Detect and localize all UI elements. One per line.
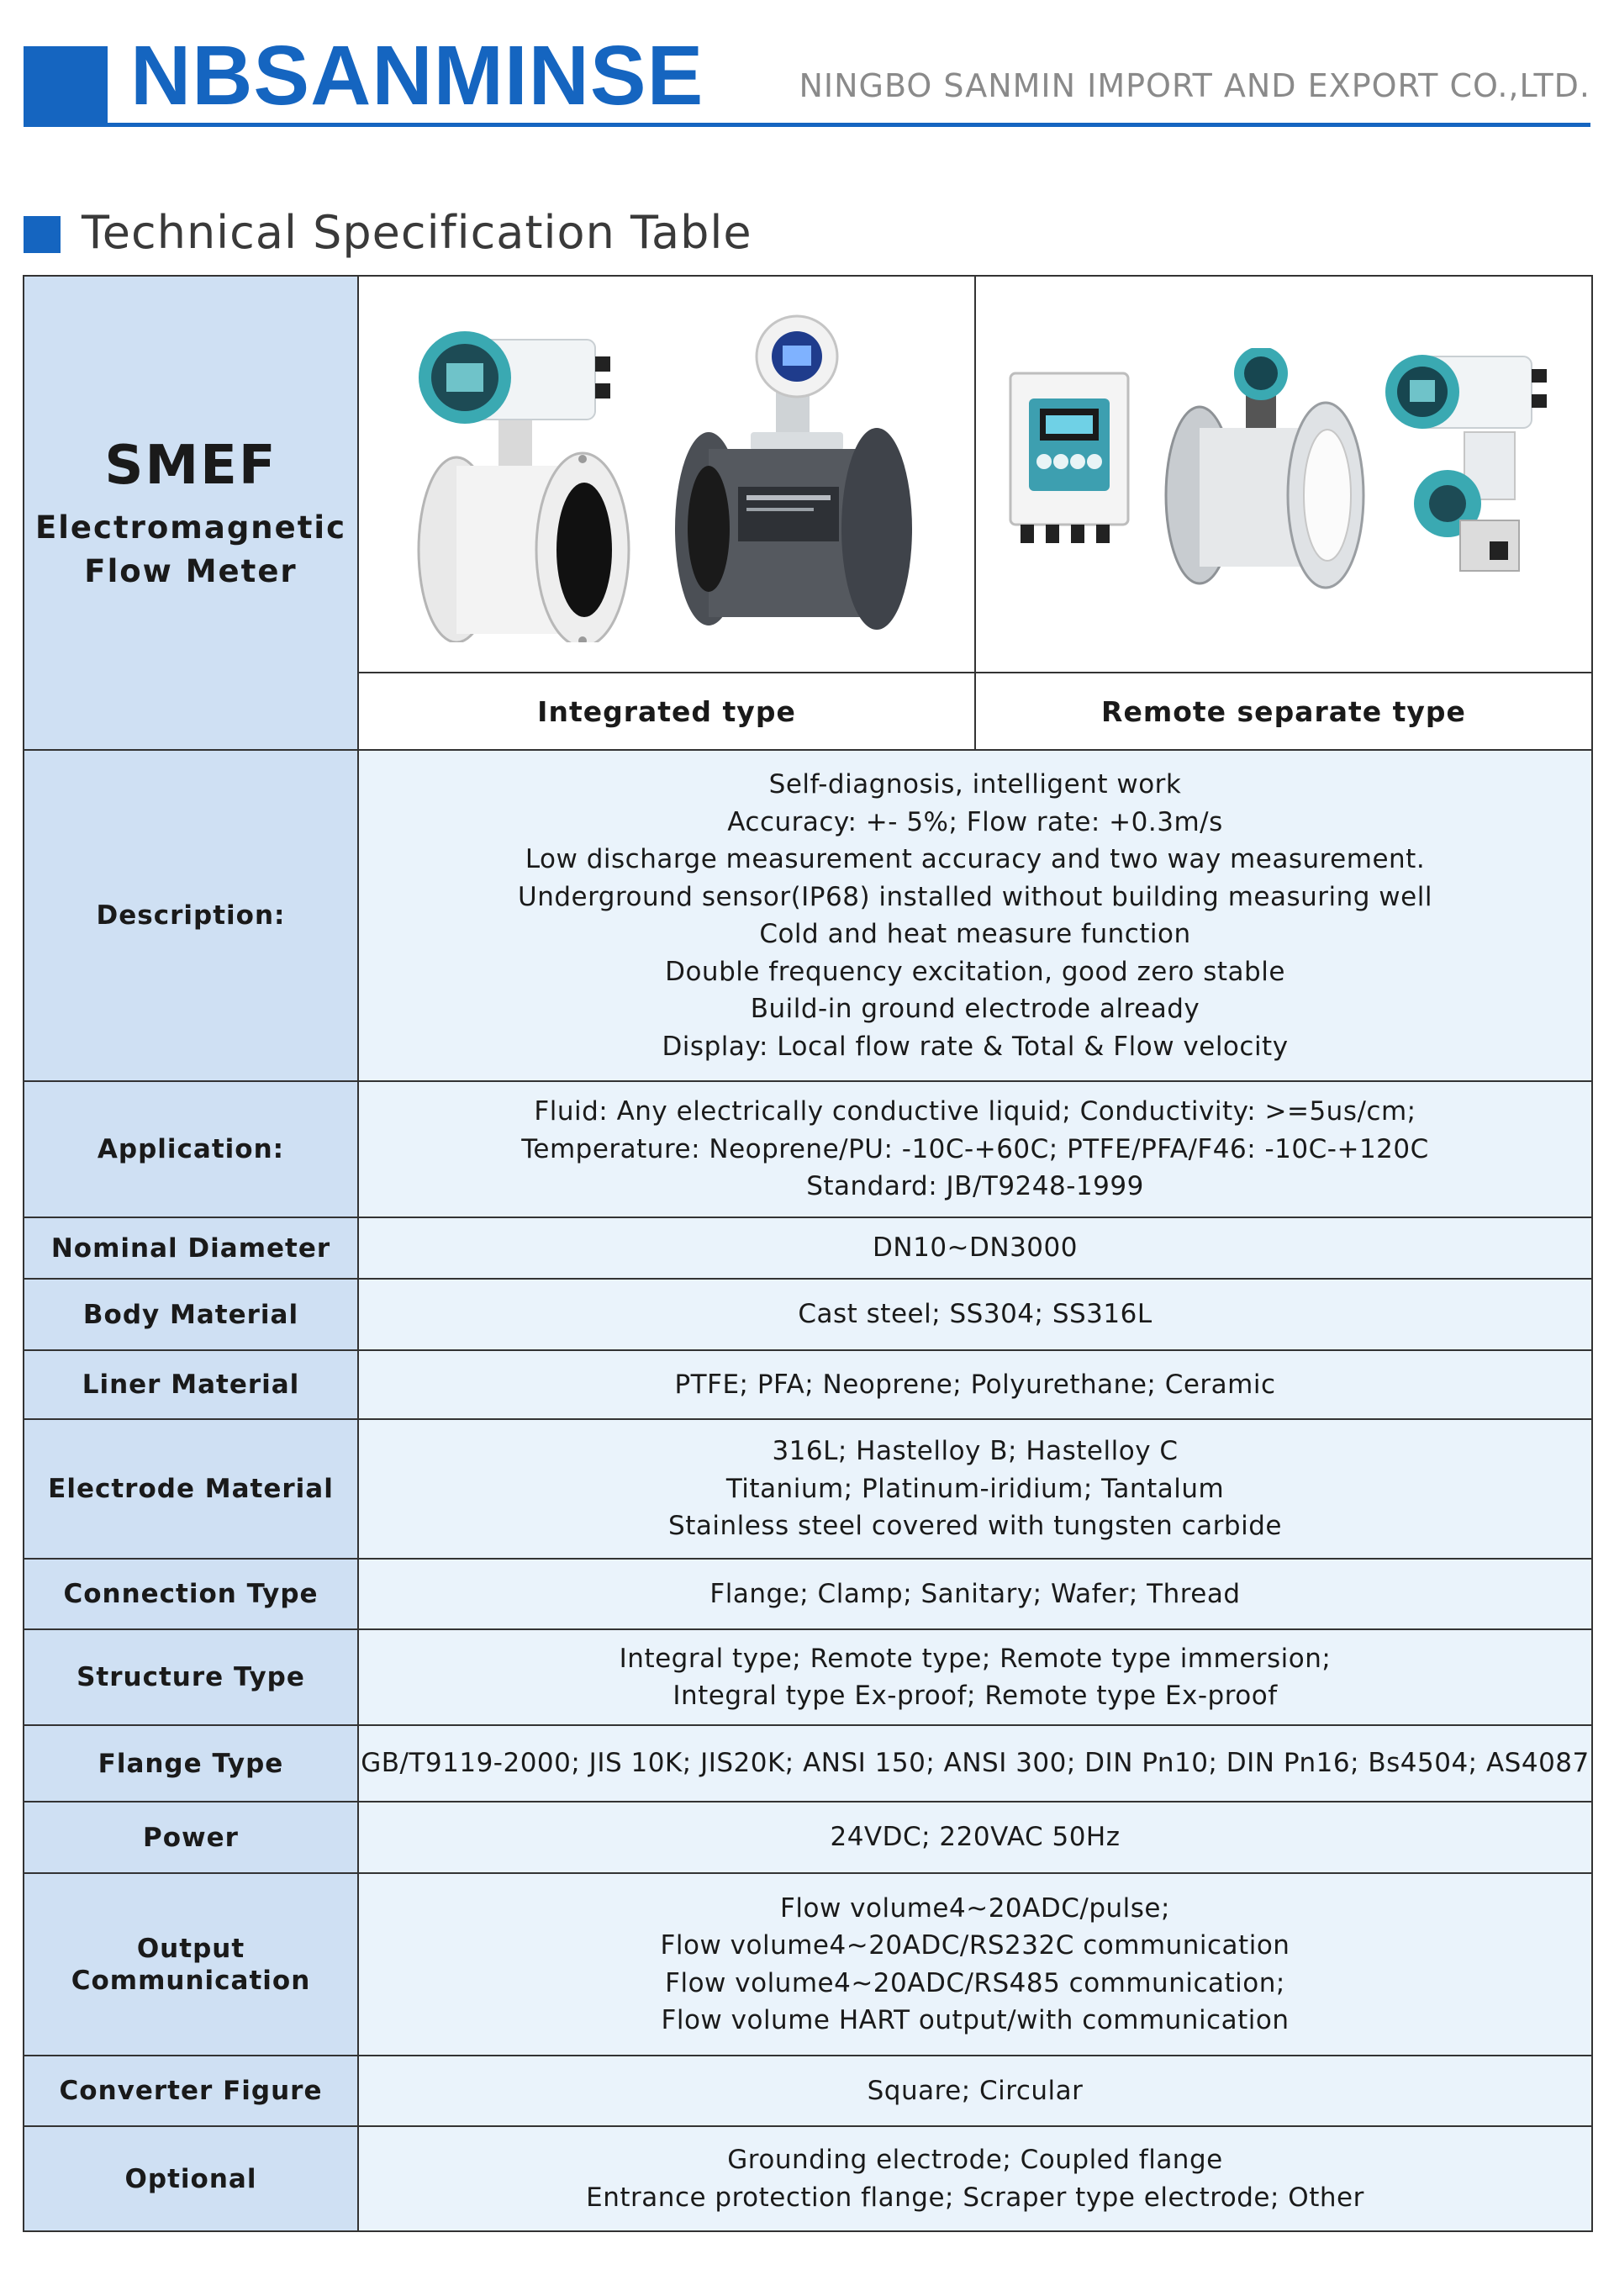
spec-label xyxy=(24,1419,358,1559)
spec-value-line: Integral type Ex-proof; Remote type Ex-proof xyxy=(672,1681,1278,1711)
spec-value-line: GB/T9119-2000; JIS 10K; JIS20K; ANSI 150; ANSI 300; DIN Pn10; DIN Pn16; Bs4504; AS4087 xyxy=(361,1748,1590,1779)
spec-label-line: Application: xyxy=(97,1134,285,1164)
spec-label xyxy=(24,1217,358,1279)
spec-row xyxy=(24,1629,1592,1725)
spec-label-line: Body Material xyxy=(82,1299,299,1330)
integrated-type-image-cell xyxy=(358,276,975,673)
spec-label-line: Optional xyxy=(124,2163,257,2194)
spec-value xyxy=(358,1873,1592,2056)
spec-label xyxy=(24,1725,358,1802)
spec-value-line: Grounding electrode; Coupled flange xyxy=(727,2145,1223,2175)
spec-value-line: Low discharge measurement accuracy and two way measurement. xyxy=(525,844,1426,874)
spec-value xyxy=(358,1350,1592,1419)
spec-label xyxy=(24,1279,358,1350)
spec-value xyxy=(358,1559,1592,1629)
spec-value xyxy=(358,2056,1592,2126)
remote-flow-meter-photo xyxy=(994,348,1574,600)
spec-row xyxy=(24,1350,1592,1419)
spec-value-line: 24VDC; 220VAC 50Hz xyxy=(830,1822,1121,1853)
spec-value xyxy=(358,1629,1592,1725)
spec-label-line: Description: xyxy=(96,900,286,931)
spec-label xyxy=(24,2126,358,2231)
spec-value-line: Double frequency excitation, good zero stable xyxy=(665,956,1285,987)
section-title: Technical Specification Table xyxy=(82,206,752,259)
section-marker-icon xyxy=(24,216,61,253)
spec-value xyxy=(358,1419,1592,1559)
spec-row xyxy=(24,2126,1592,2231)
product-name-line2: Flow Meter xyxy=(84,553,298,589)
spec-label-line: Output xyxy=(136,1933,245,1964)
spec-label-line: Nominal Diameter xyxy=(50,1232,331,1264)
spec-row xyxy=(24,1217,1592,1279)
spec-value-line: Underground sensor(IP68) installed without building measuring well xyxy=(518,881,1432,912)
brand-logo-block xyxy=(24,46,108,124)
spec-value-line: Fluid: Any electrically conductive liquid; Conductivity: >=5us/cm; xyxy=(534,1096,1416,1127)
spec-label xyxy=(24,1873,358,2056)
spec-row xyxy=(24,750,1592,1081)
spec-value-line: Square; Circular xyxy=(867,2075,1084,2106)
spec-value-line: Integral type; Remote type; Remote type immersion; xyxy=(619,1643,1332,1674)
spec-label xyxy=(24,1559,358,1629)
remote-type-label: Remote separate type xyxy=(975,673,1592,750)
spec-value-line: Temperature: Neoprene/PU: -10C-+60C; PTFE/PFA/F46: -10C-+120C xyxy=(521,1133,1429,1164)
spec-table xyxy=(23,275,1593,2232)
spec-label xyxy=(24,1802,358,1873)
spec-label-line: Connection Type xyxy=(63,1579,319,1609)
spec-value-line: Self-diagnosis, intelligent work xyxy=(768,769,1182,800)
spec-value-line: Titanium; Platinum-iridium; Tantalum xyxy=(725,1473,1225,1504)
spec-value-line: Cold and heat measure function xyxy=(759,919,1191,949)
remote-sensor-icon xyxy=(1166,348,1363,588)
spec-value-line: Flow volume HART output/with communication xyxy=(661,2005,1290,2035)
spec-label-line: Electrode Material xyxy=(48,1474,334,1504)
product-name-line1: Electromagnetic xyxy=(34,509,347,546)
company-name: NINGBO SANMIN IMPORT AND EXPORT CO.,LTD. xyxy=(799,67,1590,104)
spec-label xyxy=(24,1081,358,1217)
spec-row xyxy=(24,1419,1592,1559)
spec-row xyxy=(24,2056,1592,2126)
integrated-flow-meter-photo xyxy=(406,306,927,642)
spec-value xyxy=(358,1725,1592,1802)
remote-head-icon xyxy=(1385,355,1547,571)
spec-label xyxy=(24,1629,358,1725)
spec-row xyxy=(24,1873,1592,2056)
spec-row xyxy=(24,1725,1592,1802)
converter-box-icon xyxy=(1010,373,1128,543)
spec-value-line: Display: Local flow rate & Total & Flow velocity xyxy=(662,1031,1289,1062)
spec-value-line: DN10~DN3000 xyxy=(873,1232,1078,1264)
spec-label-line: Liner Material xyxy=(82,1370,300,1400)
flow-meter-dark-icon xyxy=(675,316,912,630)
spec-value xyxy=(358,1081,1592,1217)
spec-value xyxy=(358,2126,1592,2231)
spec-label-line: Structure Type xyxy=(76,1662,305,1692)
integrated-type-label: Integrated type xyxy=(358,673,975,750)
remote-type-image-cell xyxy=(975,276,1592,673)
flow-meter-white-icon xyxy=(419,331,629,642)
spec-value-line: Flow volume4~20ADC/RS485 communication; xyxy=(665,1967,1285,1998)
spec-value-line: Build-in ground electrode already xyxy=(750,994,1200,1024)
spec-value-line: Entrance protection flange; Scraper type electrode; Other xyxy=(586,2182,1364,2213)
spec-value-line: Accuracy: +- 5%; Flow rate: +0.3m/s xyxy=(727,806,1223,837)
spec-value-line: Flow volume4~20ADC/RS232C communication xyxy=(660,1930,1290,1961)
spec-row xyxy=(24,1081,1592,1217)
spec-row xyxy=(24,1279,1592,1350)
spec-label-line: Communication xyxy=(71,1965,311,1996)
spec-value xyxy=(358,1217,1592,1279)
spec-value-line: Cast steel; SS304; SS316L xyxy=(798,1299,1152,1330)
spec-label xyxy=(24,750,358,1081)
product-model: SMEF xyxy=(104,435,277,497)
spec-label-line: Flange Type xyxy=(98,1748,284,1779)
header-divider xyxy=(24,123,1590,127)
spec-value-line: Standard: JB/T9248-1999 xyxy=(806,1171,1144,1202)
spec-row xyxy=(24,1802,1592,1873)
spec-value-line: Flow volume4~20ADC/pulse; xyxy=(780,1892,1170,1924)
product-image-row xyxy=(24,276,1592,673)
product-title-cell xyxy=(24,276,358,750)
spec-label-line: Converter Figure xyxy=(59,2076,323,2106)
spec-value-line: Flange; Clamp; Sanitary; Wafer; Thread xyxy=(709,1578,1241,1609)
spec-row xyxy=(24,1559,1592,1629)
spec-value-line: PTFE; PFA; Neoprene; Polyurethane; Ceramic xyxy=(674,1369,1276,1400)
spec-value xyxy=(358,1802,1592,1873)
spec-label-line: Power xyxy=(143,1822,239,1853)
spec-value-line: 316L; Hastelloy B; Hastelloy C xyxy=(772,1436,1179,1467)
spec-value xyxy=(358,750,1592,1081)
brand-name: NBSANMINSE xyxy=(130,29,704,123)
spec-value xyxy=(358,1279,1592,1350)
spec-label xyxy=(24,2056,358,2126)
spec-label xyxy=(24,1350,358,1419)
spec-value-line: Stainless steel covered with tungsten carbide xyxy=(668,1511,1282,1542)
